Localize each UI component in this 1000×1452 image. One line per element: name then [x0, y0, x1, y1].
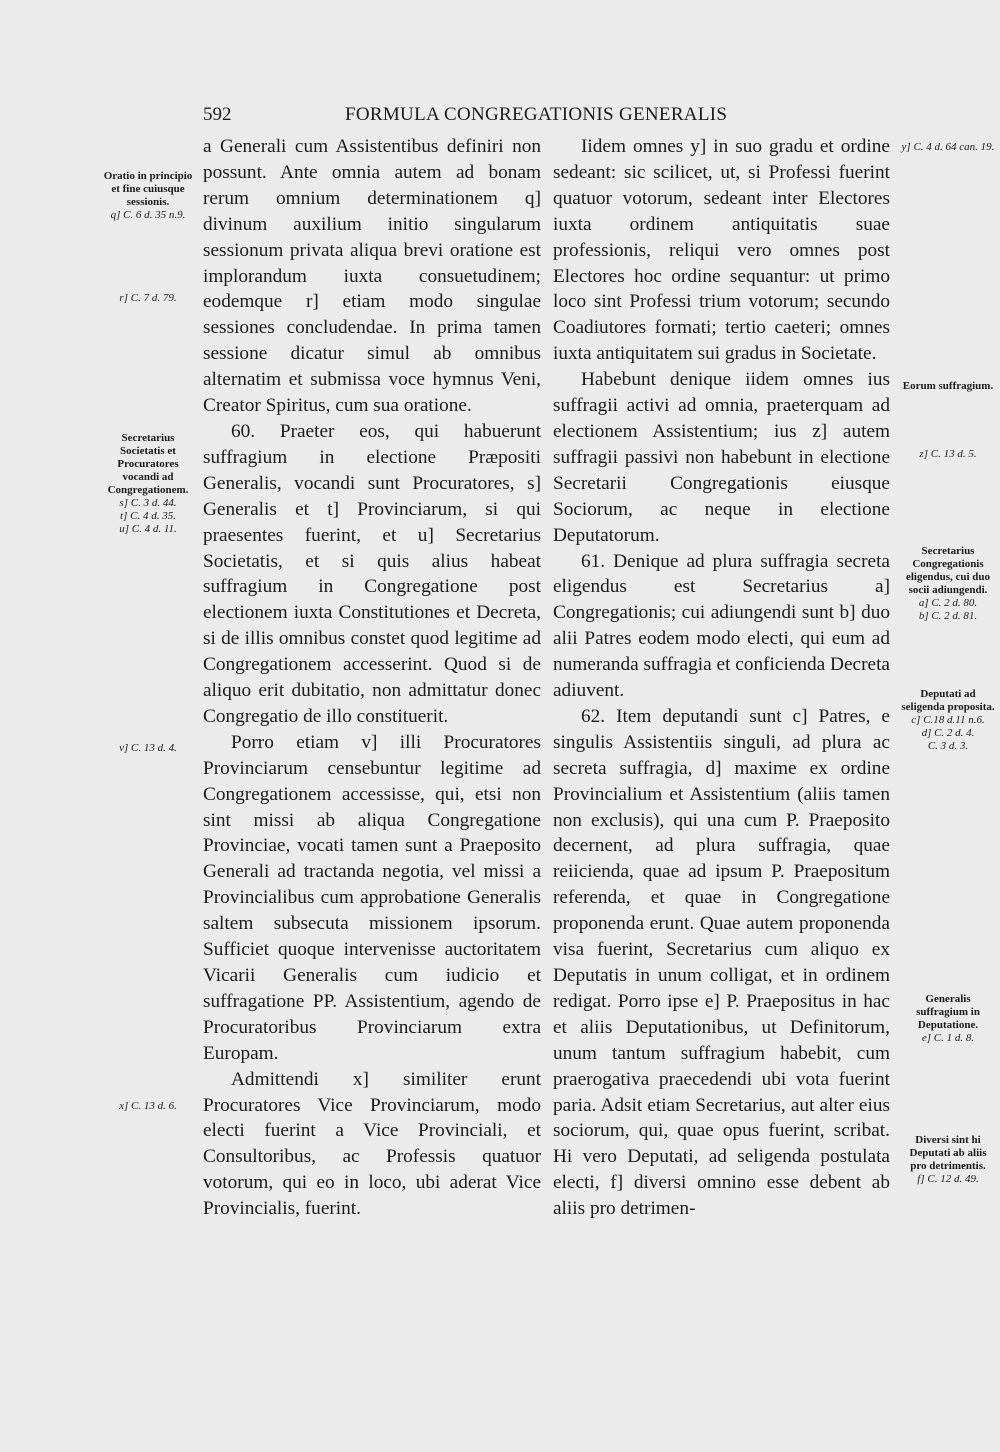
left-text-column [203, 134, 541, 1222]
margin-note-ref: u] C. 4 d. 11. [119, 523, 177, 535]
margin-note-deputati [900, 688, 996, 753]
margin-note-generalis [900, 993, 996, 1045]
margin-note-ref: C. 3 d. 3. [927, 740, 969, 752]
paragraph-62: 62. Item deputandi sunt c] Patres, e singulis Assistentiis singuli, ad plura ac secreta suffragia, d] maxime ex ordine Provincialium et Assistentium (aliis tamen non exclusis), qui una cum P. Praeposito decernent, ad plura suffragia, quae reiicienda, quae ad ipsum P. Praepositum referenda, et quae in Congregatione proponenda erunt. Quae autem proponenda visa fuerint, Secretarius cum aliquo ex Deputatis in unum colligat, et in ordinem redigat. Porro ipse e] P. Praepositus in hac et aliis Deputationibus, ut Definitorum, unum tantum suffragium habebit, cum praerogativa praecedendi ubi vota fuerint paria. Adsit etiam Secretarius, aut alter eius sociorum, qui, quae opus fuerint, scribat. Hi vero Deputati, ad seligenda postulata electi, f] diversi omnino esse debent ab aliis pro detrimen- [553, 705, 890, 1220]
margin-note-ref: c] C.18 d.11 n.6. [911, 714, 985, 726]
margin-note-ref: x] C. 13 d. 6. [119, 1100, 177, 1112]
paragraph-habebunt: Habebunt denique iidem omnes ius suffragii activi ad omnia, praeterquam ad electionem Assistentium; ius z] autem suffragii passivi non habebunt in electione Secretarii Congregationis eiusque Sociorum, ac neque in electione Deputatorum. [553, 369, 890, 546]
margin-note-secretarius [100, 432, 196, 536]
margin-note-ref-y [900, 141, 996, 154]
paragraph-60: 60. Praeter eos, qui habuerunt suffragium in electione Præpositi Generalis, vocandi sunt Procuratores, s] Generalis et t] Provinciarum, si qui praesentes fuerint, et u] Secretarius Societatis, et si quis alius habeat suffragium in Congregatione post electionem iuxta Constitutiones et Decreta, si de illis omnibus constet quod legitime ad Congregationem accesserint. Quod si de aliquo erit dubitatio, non admittatur donec Congregatio de illo constituerit. [203, 420, 541, 727]
margin-note-ref: b] C. 2 d. 81. [918, 610, 978, 622]
margin-note-secretarius-congregationis [900, 545, 996, 623]
margin-note-ref-v [100, 742, 196, 755]
margin-note-ref: r] C. 7 d. 79. [119, 292, 177, 304]
margin-note-title: Secretarius Congregationis eligendus, cui duo socii adiungendi. [905, 545, 991, 596]
margin-note-diversi [900, 1134, 996, 1186]
paragraph-continuation: a Generali cum Assistentibus definiri non possunt. Ante omnia autem ad bonam rerum omnium determinationem q] divinum auxilium initio singularum sessionum privata aliqua brevi oratione est implorandum iuxta consuetudinem; eodemque r] etiam modo singulae sessiones concludendae. In prima tamen sessione dicatur simul ab omnibus alternatim et submissa voce hymnus Veni, Creator Spiritus, cum sua oratione. [203, 136, 541, 417]
margin-note-ref: a] C. 2 d. 80. [918, 597, 978, 609]
margin-note-ref: f] C. 12 d. 49. [917, 1173, 979, 1185]
margin-note-ref: y] C. 4 d. 64 can. 19. [901, 141, 995, 153]
paragraph-61: 61. Denique ad plura suffragia secreta eligendus est Secretarius a] Congregationis; cui adiungendi sunt b] duo alii Patres eodem modo electi, qui eum ad numeranda suffragia et conficienda Decreta adiuvent. [553, 550, 890, 702]
margin-note-ref-z [900, 448, 996, 461]
margin-note-title: Generalis suffragium in Deputatione. [916, 993, 980, 1031]
margin-note-title: Oratio in principio et fine cuiusque sessionis. [103, 170, 193, 208]
margin-note-title: Diversi sint hi Deputati ab aliis pro detrimentis. [909, 1134, 987, 1172]
paragraph-iidem: Iidem omnes y] in suo gradu et ordine sedeant: sic scilicet, ut, si Professi fuerint quatuor votorum, sedeant inter Electores iuxta ordinem antiquitatis suae professionis, reliqui vero omnes post Electores hoc ordine sequantur: ut primo loco sint Professi trium votorum; secundo Coadiutores formati; tertio caeteri; omnes iuxta antiquitatem sui gradus in Societate. [553, 136, 890, 365]
running-header [0, 104, 1000, 134]
margin-note-ref: d] C. 2 d. 4. [921, 727, 975, 739]
margin-note-ref: e] C. 1 d. 8. [921, 1032, 975, 1044]
paragraph-admittendi: Admittendi x] similiter erunt Procuratores Vice Provinciarum, modo electi fuerint a Vice Provinciali, et Consultoribus, ac Professis quatuor votorum, qui eo in loco, ubi aderat Vice Provincialis, fuerint. [203, 1068, 541, 1220]
margin-note-ref: z] C. 13 d. 5. [919, 448, 977, 460]
margin-note-ref: q] C. 6 d. 35 n.9. [110, 209, 186, 221]
margin-note-title: Secretarius Societatis et Procuratores vocandi ad Congregationem. [107, 432, 189, 496]
margin-note-ref: v] C. 13 d. 4. [119, 742, 177, 754]
margin-note-ref-r [100, 292, 196, 305]
margin-note-ref: s] C. 3 d. 44. [119, 497, 177, 509]
page-number: 592 [203, 104, 232, 125]
margin-note-ref-x [100, 1100, 196, 1113]
running-title: FORMULA CONGREGATIONIS GENERALIS [345, 104, 728, 125]
paragraph-procuratores: Porro etiam v] illi Procuratores Provinciarum censebuntur legitime ad Congregationem accessisse, qui, etsi non sint missi ab aliqua Congregatione Provinciae, vocati tamen sunt a Praeposito Generali ad tractanda negotia, vel missi a Provincialibus cum approbatione Generalis saltem subsecuta missionem ipsorum. Sufficiet quoque intervenisse auctoritatem Vicarii Generalis cum iudicio et suffragatione PP. Assistentium, agendo de Procuratoribus Provinciarum extra Europam. [203, 731, 541, 1064]
right-text-column [553, 134, 890, 1222]
margin-note-title: Eorum suffragium. [902, 380, 994, 392]
margin-note-eorum [900, 380, 996, 393]
margin-note-ref: t] C. 4 d. 35. [120, 510, 176, 522]
margin-note-title: Deputati ad seligenda proposita. [901, 688, 995, 713]
margin-note-oratio [100, 170, 196, 222]
